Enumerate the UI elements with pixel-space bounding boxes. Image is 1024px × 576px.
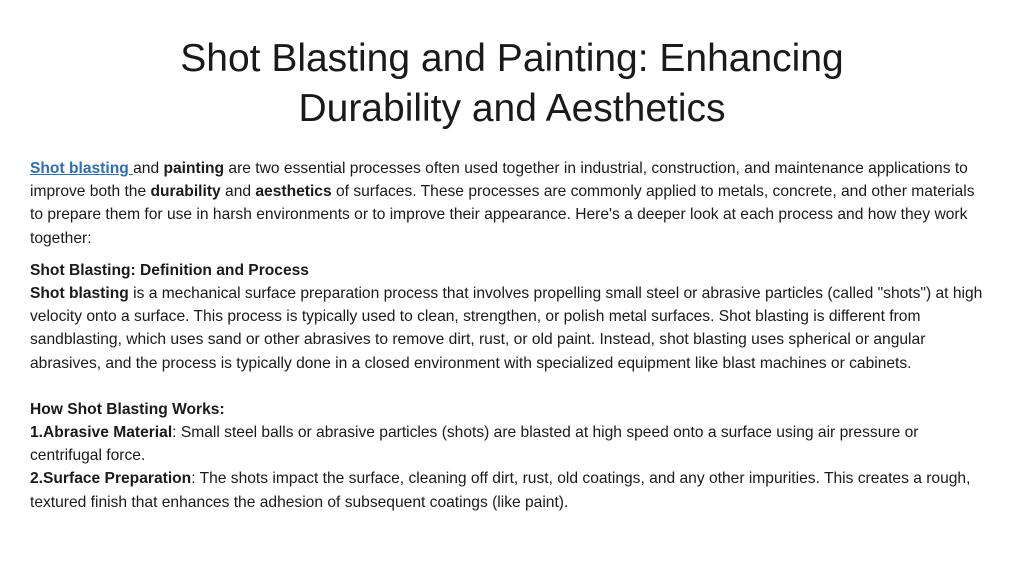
content-body: [30, 157, 990, 514]
intro-text-4: of surfaces. These processes are commonly applied to metals, concrete, and other materials to prepare them for use in harsh environments or to improve their appearance. Here's a deeper look at each process and how they work together:: [30, 183, 975, 247]
section1-lead-bold: Shot blasting: [30, 285, 129, 303]
list-item-label: 2.Surface Preparation: [30, 470, 192, 488]
intro-bold-aesthetics: aesthetics: [255, 183, 332, 201]
title-line-1: Shot Blasting and Painting: Enhancing: [180, 37, 844, 80]
intro-paragraph: [30, 157, 990, 250]
intro-bold-durability: durability: [150, 183, 221, 201]
title-line-2: Durability and Aesthetics: [298, 87, 726, 130]
list-item-label: 1.Abrasive Material: [30, 424, 173, 442]
section2-heading-text: How Shot Blasting Works:: [30, 400, 225, 418]
list-item: [30, 467, 990, 513]
list-item: [30, 421, 990, 467]
intro-text-2: are two essential processes often used together in industrial, construction, and maintenance applications to improve both the: [30, 160, 968, 201]
section1-heading-text: Shot Blasting: Definition and Process: [30, 261, 309, 279]
spacer: [30, 375, 990, 398]
intro-bold-painting: painting: [163, 160, 225, 177]
spacer: [30, 250, 990, 259]
shot-blasting-link[interactable]: Shot blasting: [30, 160, 134, 177]
section1-paragraph: [30, 282, 990, 375]
section2-heading: [30, 398, 990, 421]
section1-body: is a mechanical surface preparation process that involves propelling small steel or abrasive particles (called "shots") at high velocity onto a surface. This process is typically used to clean, strengthen, or polish metal surfaces. Shot blasting is different from sandblasting, which uses sand or other abrasives to remove dirt, rust, or old paint. Instead, shot blasting uses spherical or angular abrasives, and the process is typically done in a closed environment with specialized equipment like blast machines or cabinets.: [30, 285, 983, 372]
list-item-text: : Small steel balls or abrasive particles (shots) are blasted at high speed onto a surface using air pressure or centrifugal force.: [30, 424, 919, 465]
page-title: [0, 34, 1024, 134]
list-item-text: : The shots impact the surface, cleaning off dirt, rust, old coatings, and any other impurities. This creates a rough, textured finish that enhances the adhesion of subsequent coatings (like paint).: [30, 470, 971, 511]
intro-text-1: and: [133, 160, 164, 177]
intro-text-3: and: [220, 183, 256, 201]
section1-heading: [30, 259, 990, 282]
